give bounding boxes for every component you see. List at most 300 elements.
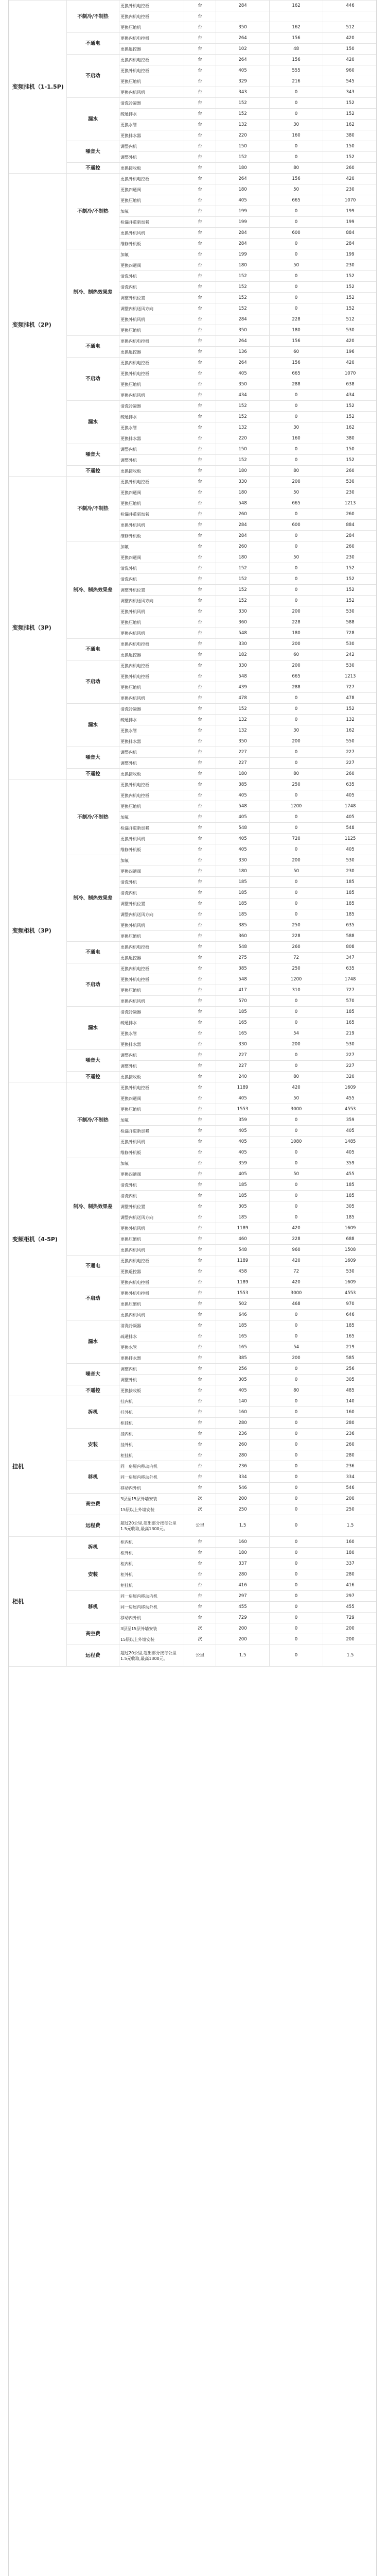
- labor-fee-cell: 478: [216, 693, 270, 704]
- labor-fee-cell: 416: [216, 1580, 270, 1591]
- item-cell: 柜挂机: [119, 1418, 184, 1429]
- parts-fee-cell: 0: [270, 1602, 323, 1613]
- unit-cell: 台: [184, 358, 216, 368]
- parts-fee-cell: 0: [270, 1558, 323, 1569]
- fault-cell: 不制冷/不制热: [67, 477, 119, 541]
- labor-fee-cell: 330: [216, 1039, 270, 1050]
- labor-fee-cell: 1189: [216, 1223, 270, 1234]
- item-cell: 检漏并重新加氟: [119, 509, 184, 520]
- item-cell: 疏通排水: [119, 412, 184, 422]
- unit-cell: 台: [184, 1375, 216, 1385]
- item-cell: 更换接收板: [119, 163, 184, 174]
- labor-fee-cell: 548: [216, 801, 270, 812]
- parts-fee-cell: 0: [270, 1158, 323, 1169]
- parts-fee-cell: 555: [270, 65, 323, 76]
- total-fee-cell: 284: [323, 531, 377, 541]
- total-fee-cell: 152: [323, 401, 377, 412]
- parts-fee-cell: 60: [270, 347, 323, 358]
- unit-cell: 台: [184, 130, 216, 141]
- total-fee-cell: 1.5: [323, 1515, 377, 1537]
- item-cell: 柜挂机: [119, 1450, 184, 1461]
- unit-cell: 次: [184, 1504, 216, 1515]
- fault-cell: 不通电: [67, 336, 119, 358]
- unit-cell: 台: [184, 1245, 216, 1256]
- labor-fee-cell: 548: [216, 974, 270, 985]
- parts-fee-cell: 0: [270, 1439, 323, 1450]
- labor-fee-cell: 330: [216, 660, 270, 671]
- total-fee-cell: 434: [323, 390, 377, 401]
- total-fee-cell: 548: [323, 823, 377, 834]
- unit-cell: 台: [184, 1407, 216, 1418]
- item-cell: 更换外机电控板: [119, 477, 184, 487]
- labor-fee-cell: 405: [216, 1147, 270, 1158]
- labor-fee-cell: 185: [216, 909, 270, 920]
- total-fee-cell: 185: [323, 1212, 377, 1223]
- item-cell: 加氟: [119, 249, 184, 260]
- labor-fee-cell: 152: [216, 282, 270, 293]
- labor-fee-cell: 284: [216, 239, 270, 249]
- parts-fee-cell: 0: [270, 412, 323, 422]
- total-fee-cell: 152: [323, 271, 377, 282]
- parts-fee-cell: 0: [270, 812, 323, 823]
- parts-fee-cell: 0: [270, 206, 323, 217]
- total-fee-cell: 230: [323, 866, 377, 877]
- total-fee-cell: 1609: [323, 1223, 377, 1234]
- parts-fee-cell: 288: [270, 682, 323, 693]
- unit-cell: 台: [184, 401, 216, 412]
- unit-cell: 台: [184, 314, 216, 325]
- item-cell: 加氟: [119, 1158, 184, 1169]
- parts-fee-cell: 0: [270, 1007, 323, 1018]
- total-fee-cell: 260: [323, 1439, 377, 1450]
- total-fee-cell: 227: [323, 758, 377, 769]
- unit-cell: 台: [184, 747, 216, 758]
- total-fee-cell: 884: [323, 228, 377, 239]
- total-fee-cell: 530: [323, 606, 377, 617]
- unit-cell: 台: [184, 249, 216, 260]
- total-fee-cell: 284: [323, 239, 377, 249]
- total-fee-cell: 230: [323, 184, 377, 195]
- unit-cell: 台: [184, 1483, 216, 1494]
- item-cell: 调整外机: [119, 758, 184, 769]
- table-row: [9, 1082, 377, 1093]
- labor-fee-cell: 548: [216, 671, 270, 682]
- unit-cell: 台: [184, 1256, 216, 1266]
- total-fee-cell: 380: [323, 130, 377, 141]
- unit-cell: 台: [184, 1191, 216, 1201]
- total-fee-cell: 196: [323, 347, 377, 358]
- labor-fee-cell: 185: [216, 1007, 270, 1018]
- unit-cell: 台: [184, 1137, 216, 1147]
- unit-cell: 台: [184, 239, 216, 249]
- unit-cell: 台: [184, 812, 216, 823]
- parts-fee-cell: 0: [270, 444, 323, 455]
- fault-cell: 安装: [67, 1558, 119, 1591]
- item-cell: 检漏并重新加氟: [119, 1126, 184, 1137]
- fault-cell: 不制冷/不制热: [67, 174, 119, 249]
- labor-fee-cell: 132: [216, 120, 270, 130]
- unit-cell: 台: [184, 271, 216, 282]
- total-fee-cell: 1748: [323, 974, 377, 985]
- item-cell: 加氟: [119, 1115, 184, 1126]
- parts-fee-cell: 0: [270, 1115, 323, 1126]
- total-fee-cell: 185: [323, 909, 377, 920]
- labor-fee-cell: 458: [216, 1266, 270, 1277]
- total-fee-cell: 420: [323, 358, 377, 368]
- unit-cell: 台: [184, 888, 216, 899]
- item-cell: 柜挂机: [119, 1580, 184, 1591]
- item-cell: 维修外机板: [119, 844, 184, 855]
- total-fee-cell: 280: [323, 1569, 377, 1580]
- parts-fee-cell: 50: [270, 1169, 323, 1180]
- item-cell: 更换四通阀: [119, 184, 184, 195]
- labor-fee-cell: 405: [216, 1385, 270, 1396]
- fault-cell: 漏水: [67, 1320, 119, 1364]
- unit-cell: 台: [184, 693, 216, 704]
- labor-fee-cell: 385: [216, 963, 270, 974]
- fault-cell: 不遥控: [67, 466, 119, 477]
- parts-fee-cell: 0: [270, 1191, 323, 1201]
- total-fee-cell: 512: [323, 22, 377, 33]
- labor-fee-cell: 305: [216, 1375, 270, 1385]
- table-row: [9, 174, 377, 184]
- unit-cell: 台: [184, 790, 216, 801]
- total-fee-cell: 152: [323, 563, 377, 574]
- unit-cell: 台: [184, 1082, 216, 1093]
- parts-fee-cell: 0: [270, 1375, 323, 1385]
- labor-fee-cell: 284: [216, 314, 270, 325]
- unit-cell: 台: [184, 22, 216, 33]
- unit-cell: 台: [184, 303, 216, 314]
- fault-cell: 漏水: [67, 98, 119, 141]
- parts-fee-cell: 156: [270, 55, 323, 65]
- parts-fee-cell: 0: [270, 758, 323, 769]
- labor-fee-cell: 136: [216, 347, 270, 358]
- total-fee-cell: 1609: [323, 1256, 377, 1266]
- item-cell: 更换外机风机: [119, 834, 184, 844]
- labor-fee-cell: 236: [216, 1461, 270, 1472]
- labor-fee-cell: 180: [216, 552, 270, 563]
- unit-cell: 台: [184, 1180, 216, 1191]
- parts-fee-cell: 0: [270, 1050, 323, 1061]
- item-cell: 加氟: [119, 812, 184, 823]
- total-fee-cell: 1070: [323, 368, 377, 379]
- unit-cell: 台: [184, 1169, 216, 1180]
- item-cell: 更换内机电控板: [119, 33, 184, 44]
- total-fee-cell: 347: [323, 953, 377, 963]
- item-cell: 更换排水器: [119, 433, 184, 444]
- item-cell: 3层至15层外墙安装: [119, 1494, 184, 1504]
- unit-cell: 次: [184, 1623, 216, 1634]
- unit-cell: 台: [184, 1201, 216, 1212]
- parts-fee-cell: 50: [270, 184, 323, 195]
- labor-fee-cell: 220: [216, 130, 270, 141]
- unit-cell: 台: [184, 98, 216, 109]
- unit-cell: 台: [184, 931, 216, 942]
- total-fee-cell: 1508: [323, 1245, 377, 1256]
- parts-fee-cell: 420: [270, 1082, 323, 1093]
- total-fee-cell: 152: [323, 455, 377, 466]
- total-fee-cell: 236: [323, 1429, 377, 1439]
- item-cell: 清洗内机: [119, 574, 184, 585]
- item-cell: 更换内机风机: [119, 1310, 184, 1320]
- unit-cell: 台: [184, 282, 216, 293]
- total-fee-cell: 635: [323, 920, 377, 931]
- unit-cell: 台: [184, 1018, 216, 1028]
- item-cell: 调整内机送风方向: [119, 596, 184, 606]
- labor-fee-cell: 180: [216, 260, 270, 271]
- parts-fee-cell: 0: [270, 1429, 323, 1439]
- parts-fee-cell: 30: [270, 120, 323, 130]
- item-cell: 更换四通阀: [119, 1093, 184, 1104]
- item-cell: 更换内机风机: [119, 693, 184, 704]
- parts-fee-cell: 665: [270, 498, 323, 509]
- unit-cell: 台: [184, 1072, 216, 1082]
- item-cell: 更换压缩机: [119, 22, 184, 33]
- repair-price-table: [9, 0, 377, 1667]
- unit-cell: 台: [184, 1266, 216, 1277]
- total-fee-cell: 638: [323, 379, 377, 390]
- labor-fee-cell: 385: [216, 920, 270, 931]
- category-cell: 柜机: [9, 1537, 67, 1667]
- labor-fee-cell: 102: [216, 44, 270, 55]
- labor-fee-cell: 185: [216, 877, 270, 888]
- unit-cell: 台: [184, 1353, 216, 1364]
- unit-cell: 台: [184, 141, 216, 152]
- item-cell: 更换压缩机: [119, 1234, 184, 1245]
- labor-fee-cell: 280: [216, 1418, 270, 1429]
- item-cell: 调整内机: [119, 1364, 184, 1375]
- parts-fee-cell: 0: [270, 109, 323, 120]
- labor-fee-cell: 152: [216, 704, 270, 715]
- labor-fee-cell: 350: [216, 736, 270, 747]
- unit-cell: 台: [184, 866, 216, 877]
- total-fee-cell: 334: [323, 1472, 377, 1483]
- total-fee-cell: 242: [323, 650, 377, 660]
- item-cell: 调整外机: [119, 1061, 184, 1072]
- total-fee-cell: 808: [323, 942, 377, 953]
- fault-cell: 噪音大: [67, 747, 119, 769]
- parts-fee-cell: 160: [270, 130, 323, 141]
- unit-cell: 台: [184, 163, 216, 174]
- unit-cell: 台: [184, 1342, 216, 1353]
- fault-cell: 拆机: [67, 1396, 119, 1429]
- labor-fee-cell: 405: [216, 368, 270, 379]
- total-fee-cell: 405: [323, 1147, 377, 1158]
- parts-fee-cell: 0: [270, 585, 323, 596]
- parts-fee-cell: 1200: [270, 974, 323, 985]
- total-fee-cell: 420: [323, 174, 377, 184]
- total-fee-cell: 530: [323, 325, 377, 336]
- parts-fee-cell: 200: [270, 639, 323, 650]
- total-fee-cell: 280: [323, 1450, 377, 1461]
- item-cell: 更换内机风机: [119, 1245, 184, 1256]
- item-cell: 调整外机: [119, 152, 184, 163]
- fault-cell: 噪音大: [67, 444, 119, 466]
- parts-fee-cell: 0: [270, 1613, 323, 1623]
- labor-fee-cell: 334: [216, 1472, 270, 1483]
- unit-cell: 台: [184, 1472, 216, 1483]
- total-fee-cell: 635: [323, 963, 377, 974]
- unit-cell: 台: [184, 1569, 216, 1580]
- parts-fee-cell: 0: [270, 693, 323, 704]
- item-cell: 更换外机风机: [119, 920, 184, 931]
- labor-fee-cell: 275: [216, 953, 270, 963]
- parts-fee-cell: 0: [270, 844, 323, 855]
- parts-fee-cell: 0: [270, 1515, 323, 1537]
- unit-cell: 台: [184, 660, 216, 671]
- unit-cell: 台: [184, 682, 216, 693]
- fault-cell: 高空费: [67, 1494, 119, 1515]
- total-fee-cell: 150: [323, 444, 377, 455]
- labor-fee-cell: 337: [216, 1558, 270, 1569]
- parts-fee-cell: 0: [270, 455, 323, 466]
- item-cell: 更换外机风机: [119, 520, 184, 531]
- labor-fee-cell: 165: [216, 1331, 270, 1342]
- item-cell: 更换内机电控板: [119, 336, 184, 347]
- unit-cell: 台: [184, 466, 216, 477]
- total-fee-cell: 152: [323, 585, 377, 596]
- item-cell: 更换压缩机: [119, 617, 184, 628]
- total-fee-cell: 727: [323, 682, 377, 693]
- parts-fee-cell: 180: [270, 325, 323, 336]
- labor-fee-cell: 199: [216, 206, 270, 217]
- unit-cell: 台: [184, 1602, 216, 1613]
- parts-fee-cell: 50: [270, 487, 323, 498]
- parts-fee-cell: 0: [270, 1450, 323, 1461]
- parts-fee-cell: 0: [270, 1180, 323, 1191]
- unit-cell: 台: [184, 1385, 216, 1396]
- fault-cell: 制冷、制热效果差: [67, 541, 119, 639]
- total-fee-cell: 688: [323, 1234, 377, 1245]
- item-cell: 移动内外机: [119, 1483, 184, 1494]
- labor-fee-cell: 185: [216, 1212, 270, 1223]
- labor-fee-cell: 180: [216, 1548, 270, 1558]
- parts-fee-cell: 250: [270, 779, 323, 790]
- unit-cell: 台: [184, 55, 216, 65]
- parts-fee-cell: 0: [270, 1396, 323, 1407]
- unit-cell: 台: [184, 1028, 216, 1039]
- unit-cell: 台: [184, 1007, 216, 1018]
- labor-fee-cell: 405: [216, 1137, 270, 1147]
- total-fee-cell: 162: [323, 120, 377, 130]
- table-row: [9, 1537, 377, 1548]
- unit-cell: 台: [184, 617, 216, 628]
- labor-fee-cell: 152: [216, 98, 270, 109]
- item-cell: 更换内机电控板: [119, 790, 184, 801]
- parts-fee-cell: 72: [270, 1266, 323, 1277]
- item-cell: 更换压缩机: [119, 76, 184, 87]
- unit-cell: 台: [184, 996, 216, 1007]
- fault-cell: 不启动: [67, 358, 119, 401]
- labor-fee-cell: 152: [216, 574, 270, 585]
- parts-fee-cell: 50: [270, 1093, 323, 1104]
- unit-cell: 台: [184, 1537, 216, 1548]
- unit-cell: 台: [184, 1299, 216, 1310]
- total-fee-cell: 405: [323, 844, 377, 855]
- unit-cell: 台: [184, 974, 216, 985]
- fault-cell: 不通电: [67, 639, 119, 660]
- parts-fee-cell: 0: [270, 899, 323, 909]
- parts-fee-cell: 960: [270, 1245, 323, 1256]
- item-cell: 清洗内机: [119, 888, 184, 899]
- total-fee-cell: 588: [323, 617, 377, 628]
- unit-cell: 台: [184, 44, 216, 55]
- parts-fee-cell: 288: [270, 379, 323, 390]
- parts-fee-cell: 0: [270, 87, 323, 98]
- parts-fee-cell: 0: [270, 1645, 323, 1667]
- parts-fee-cell: 0: [270, 877, 323, 888]
- parts-fee-cell: 0: [270, 1018, 323, 1028]
- parts-fee-cell: 0: [270, 293, 323, 303]
- parts-fee-cell: 0: [270, 282, 323, 293]
- item-cell: 疏通排水: [119, 109, 184, 120]
- unit-cell: 台: [184, 909, 216, 920]
- total-fee-cell: 588: [323, 931, 377, 942]
- total-fee-cell: 1609: [323, 1082, 377, 1093]
- labor-fee-cell: 165: [216, 1018, 270, 1028]
- labor-fee-cell: 330: [216, 639, 270, 650]
- unit-cell: 台: [184, 87, 216, 98]
- total-fee-cell: 260: [323, 163, 377, 174]
- labor-fee-cell: 385: [216, 779, 270, 790]
- labor-fee-cell: 180: [216, 466, 270, 477]
- item-cell: 调整内机: [119, 747, 184, 758]
- total-fee-cell: 260: [323, 466, 377, 477]
- unit-cell: 台: [184, 552, 216, 563]
- parts-fee-cell: 160: [270, 433, 323, 444]
- item-cell: 调整内机送风方向: [119, 1212, 184, 1223]
- category-cell: 变频挂机（1-1.5P): [9, 1, 67, 174]
- labor-fee-cell: 405: [216, 790, 270, 801]
- category-cell: 变频挂机（3P): [9, 477, 67, 779]
- labor-fee-cell: 405: [216, 65, 270, 76]
- item-cell: 柜外机: [119, 1569, 184, 1580]
- category-cell: 变频挂机（2P): [9, 174, 67, 477]
- parts-fee-cell: 50: [270, 260, 323, 271]
- unit-cell: 台: [184, 920, 216, 931]
- total-fee-cell: 405: [323, 790, 377, 801]
- item-cell: 清洗外机: [119, 271, 184, 282]
- unit-cell: 台: [184, 963, 216, 974]
- labor-fee-cell: 264: [216, 358, 270, 368]
- fault-cell: 不遥控: [67, 1385, 119, 1396]
- labor-fee-cell: 330: [216, 477, 270, 487]
- labor-fee-cell: 152: [216, 109, 270, 120]
- fault-cell: 噪音大: [67, 141, 119, 163]
- total-fee-cell: 550: [323, 736, 377, 747]
- labor-fee-cell: 152: [216, 455, 270, 466]
- unit-cell: 台: [184, 184, 216, 195]
- unit-cell: 台: [184, 942, 216, 953]
- total-fee-cell: 152: [323, 412, 377, 422]
- item-cell: 更换内机电控板: [119, 1277, 184, 1288]
- total-fee-cell: 150: [323, 44, 377, 55]
- unit-cell: 台: [184, 76, 216, 87]
- item-cell: 柜内机: [119, 1558, 184, 1569]
- labor-fee-cell: 185: [216, 1191, 270, 1201]
- labor-fee-cell: 460: [216, 1234, 270, 1245]
- parts-fee-cell: 0: [270, 1504, 323, 1515]
- labor-fee-cell: 152: [216, 152, 270, 163]
- labor-fee-cell: 152: [216, 271, 270, 282]
- item-cell: 移动内外机: [119, 1613, 184, 1623]
- fault-cell: 不启动: [67, 55, 119, 98]
- total-fee-cell: 200: [323, 1494, 377, 1504]
- item-cell: 更换四通阀: [119, 1169, 184, 1180]
- labor-fee-cell: 264: [216, 55, 270, 65]
- item-cell: 更换外机电控板: [119, 65, 184, 76]
